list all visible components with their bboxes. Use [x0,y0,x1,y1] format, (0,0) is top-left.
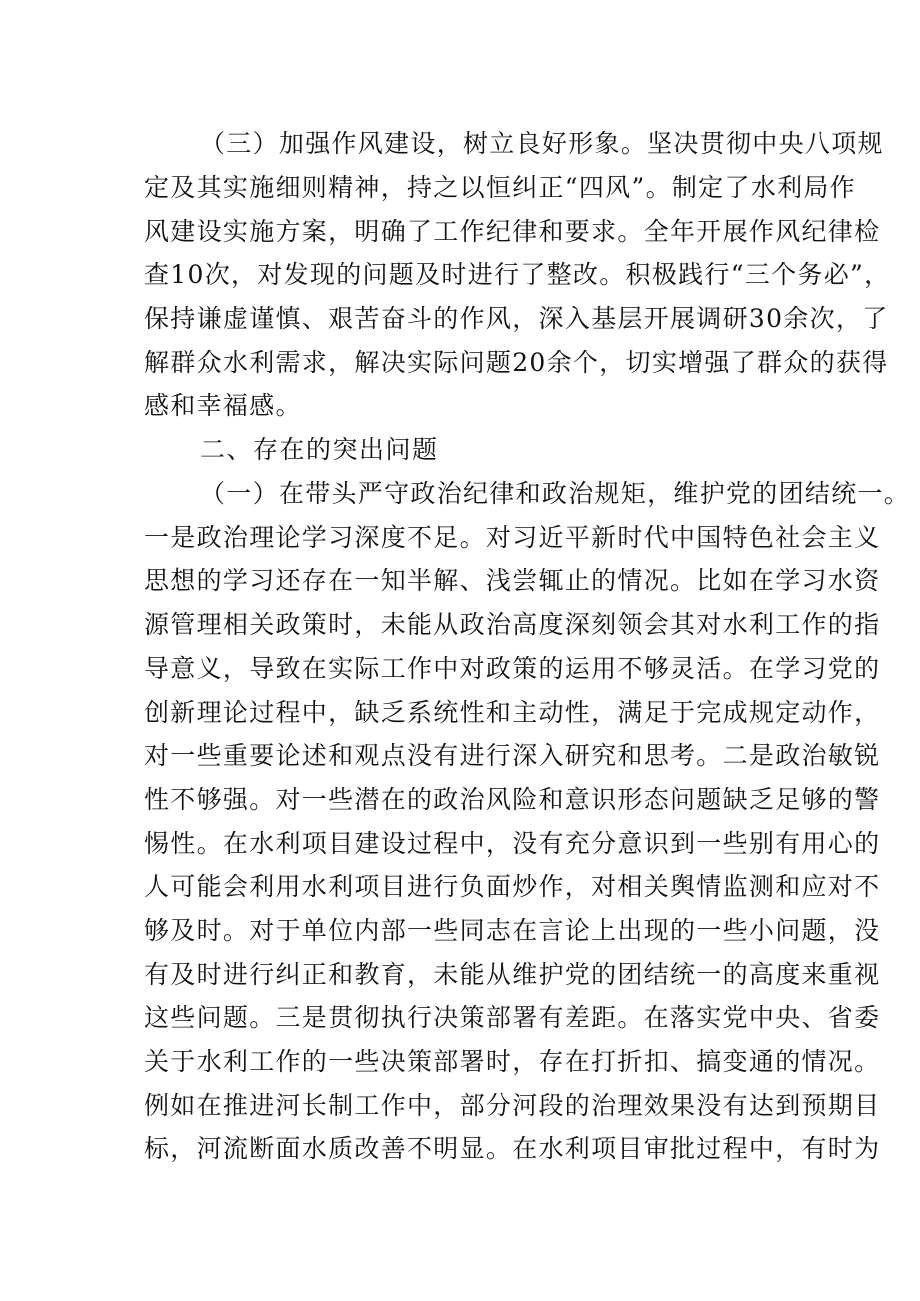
paragraph-line: 关于水利工作的一些决策部署时，存在打折扣、搞变通的情况。 [144,1047,881,1076]
paragraph-line: 定及其实施细则精神，持之以恒纠正“四风”。制定了水利局作 [144,173,856,202]
paragraph-line: 查10次，对发现的问题及时进行了整改。积极践行“三个务必”， [144,260,891,289]
paragraph-line: 对一些重要论述和观点没有进行深入研究和思考。二是政治敏锐 [144,741,881,770]
paragraph-line: 导意义，导致在实际工作中对政策的运用不够灵活。在学习党的 [144,654,881,683]
paragraph-line: 惕性。在水利项目建设过程中，没有充分意识到一些别有用心的 [144,829,881,858]
paragraph-line: 这些问题。三是贯彻执行决策部署有差距。在落实党中央、省委 [144,1003,881,1032]
paragraph-line: 创新理论过程中，缺乏系统性和主动性，满足于完成规定动作， [144,698,881,727]
paragraph-line: 有及时进行纠正和教育，未能从维护党的团结统一的高度来重视 [144,960,881,989]
paragraph-line: 解群众水利需求，解决实际问题20余个，切实增强了群众的获得 [144,348,889,377]
paragraph-line: 感和幸福感。 [144,391,302,420]
paragraph-line: 标，河流断面水质改善不明显。在水利项目审批过程中，有时为 [144,1134,881,1163]
section-heading: 二、存在的突出问题 [200,435,439,464]
paragraph-line: 源管理相关政策时，未能从政治高度深刻领会其对水利工作的指 [144,610,881,639]
paragraph-line: 一是政治理论学习深度不足。对习近平新时代中国特色社会主义 [144,523,881,552]
paragraph-line: 够及时。对于单位内部一些同志在言论上出现的一些小问题，没 [144,916,881,945]
paragraph-line: 性不够强。对一些潜在的政治风险和意识形态问题缺乏足够的警 [144,785,881,814]
paragraph-line: 保持谦虚谨慎、艰苦奋斗的作风，深入基层开展调研30余次，了 [144,304,889,333]
paragraph-line: 例如在推进河长制工作中，部分河段的治理效果没有达到预期目 [144,1091,881,1120]
paragraph-line: 思想的学习还存在一知半解、浅尝辄止的情况。比如在学习水资 [144,566,881,595]
paragraph-line: 风建设实施方案，明确了工作纪律和要求。全年开展作风纪律检 [144,217,881,246]
paragraph-line: （一）在带头严守政治纪律和政治规矩，维护党的团结统一。 [200,479,911,508]
paragraph-line: （三）加强作风建设，树立良好形象。坚决贯彻中央八项规 [200,129,884,158]
paragraph-line: 人可能会利用水利项目进行负面炒作，对相关舆情监测和应对不 [144,872,881,901]
